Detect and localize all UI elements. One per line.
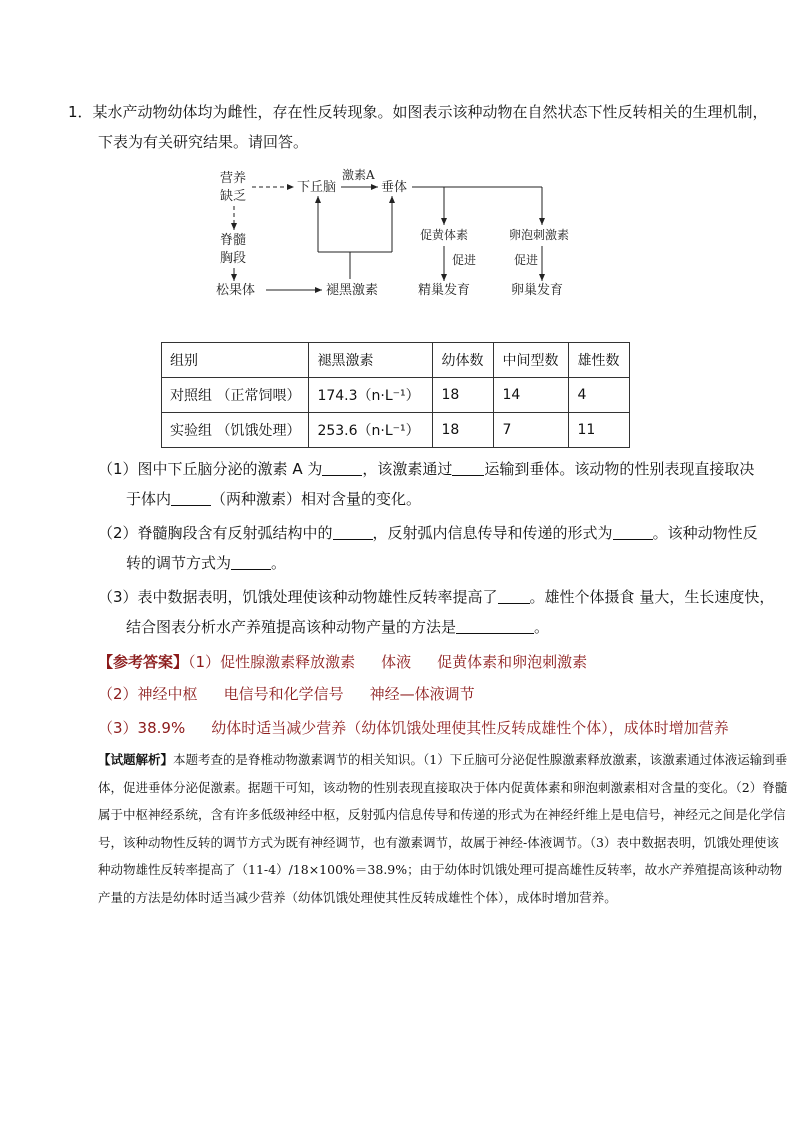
answer-blank[interactable] [231, 553, 271, 570]
sq1-text-d: 于体内 [126, 490, 172, 508]
cell: 174.3（n·L⁻¹） [309, 378, 433, 413]
sq3-text-a: （3）表中数据表明，饥饿处理使该种动物雄性反转率提高了 [98, 588, 498, 606]
header-melatonin: 褪黑激素 [309, 343, 433, 378]
cell: 18 [433, 378, 494, 413]
label-promote-1: 促进 [452, 253, 477, 267]
question-stem-line2: 下表为有关研究结果。请回答。 [98, 133, 309, 151]
answer-blank[interactable] [452, 459, 484, 476]
answer-heading: 【参考答案】 [98, 653, 189, 671]
sq2-text-a: （2）脊髓胸段含有反射弧结构中的 [98, 524, 333, 542]
label-nutrition-2: 缺乏 [220, 189, 247, 204]
subquestion-3-line2 [126, 613, 549, 641]
sq3-text-c: 结合图表分析水产养殖提高该种动物产量的方法是 [126, 618, 457, 636]
cell: 4 [569, 378, 630, 413]
answer-item: 促性腺激素释放激素 [220, 653, 356, 671]
subquestion-2-line2 [126, 549, 286, 577]
analysis-text: 本题考查的是脊椎动物激素调节的相关知识。（1）下丘脑可分泌促性腺激素释放激素，该激素通过体液运输到垂体，促进垂体分泌促激素。据题干可知，该动物的性别表现直接取决于体内促黄体素和卵泡刺激素相对含量的变化。（2）脊髓属于中枢神经系统，含有许多低级神经中枢，反射弧内信息传导和传递的形式为在神经纤维上是电信号，神经元之间是化学信号，该种动物性反转的调节方式为既有神经调节，也有激素调节，故属于神经-体液调节。（3）表中数据表明，饥饿处理使该种动物雄性反转率提高了（11-4）/18×100%＝38.9%；由于幼体时饥饿处理可提高雄性反转率，故水产养殖提高该种动物产量的方法是幼体时适当减少营养（幼体饥饿处理使其性反转成雄性个体），成体时增加营养。 [98, 752, 788, 905]
header-group: 组别 [162, 343, 309, 378]
answer-line-1 [98, 648, 587, 676]
answer-line-3 [98, 714, 729, 742]
answer-item: 体液 [381, 653, 412, 671]
label-pituitary: 垂体 [381, 180, 408, 195]
cell: 实验组 （饥饿处理） [162, 413, 309, 448]
analysis-heading: 【试题解析】 [98, 752, 174, 767]
subquestion-3-line1 [98, 583, 774, 611]
sq2-text-b: ，反射弧内信息传导和传递的形式为 [372, 524, 613, 542]
header-juvenile: 幼体数 [433, 343, 494, 378]
table-row [162, 413, 630, 448]
table-row [162, 378, 630, 413]
answer-blank[interactable] [171, 489, 211, 506]
answer-blank[interactable] [613, 523, 653, 540]
analysis-block [98, 746, 788, 911]
answer-blank[interactable] [322, 459, 362, 476]
label-nutrition-1: 营养 [220, 171, 247, 186]
sq1-text-c: 运输到垂体。该动物的性别表现直接取决 [484, 460, 755, 478]
mechanism-diagram [200, 160, 600, 306]
sq3-text-b: 。雄性个体摄食 量大，生长速度快， [529, 588, 775, 606]
answer-num: （2） [98, 685, 138, 703]
cell: 11 [569, 413, 630, 448]
sq2-text-c: 。该种动物性反 [652, 524, 758, 542]
label-ovary: 卵巢发育 [511, 283, 564, 298]
sq1-text-b: ，该激素通过 [362, 460, 453, 478]
answer-num: （1） [188, 653, 221, 671]
label-lh: 促黄体素 [420, 228, 469, 242]
label-hypothalamus: 下丘脑 [297, 180, 337, 195]
sq3-text-d: 。 [534, 618, 550, 636]
label-hormone-a: 激素A [342, 168, 375, 182]
answer-blank[interactable] [456, 617, 534, 634]
subquestion-1-line1 [98, 455, 754, 483]
question-stem-line1 [68, 98, 768, 126]
subquestion-2-line1 [98, 519, 758, 547]
answer-item: 幼体时适当减少营养（幼体饥饿处理使其性反转成雄性个体），成体时增加营养 [211, 719, 729, 737]
answer-item: 38.9% [137, 719, 186, 737]
cell: 18 [433, 413, 494, 448]
sq2-text-d: 转的调节方式为 [126, 554, 232, 572]
cell: 253.6（n·L⁻¹） [309, 413, 433, 448]
label-promote-2: 促进 [514, 253, 539, 267]
label-pineal: 松果体 [216, 283, 256, 298]
table-header-row [162, 343, 630, 378]
question-number: 1． [68, 103, 93, 121]
label-testis: 精巢发育 [418, 283, 471, 298]
answer-item: 促黄体素和卵泡刺激素 [437, 653, 588, 671]
cell: 14 [494, 378, 569, 413]
sq1-text-a: （1）图中下丘脑分泌的激素 A 为 [98, 460, 323, 478]
answer-item: 神经中枢 [137, 685, 198, 703]
header-intermediate: 中间型数 [494, 343, 569, 378]
cell: 对照组 （正常饲喂） [162, 378, 309, 413]
answer-blank[interactable] [333, 523, 373, 540]
label-spinal-1: 脊髓 [220, 233, 247, 248]
answer-line-2 [98, 680, 475, 708]
sq1-text-e: （两种激素）相对含量的变化。 [211, 490, 422, 508]
header-male: 雄性数 [569, 343, 630, 378]
answer-item: 神经—体液调节 [369, 685, 475, 703]
sq2-text-e: 。 [271, 554, 287, 572]
cell: 7 [494, 413, 569, 448]
answer-num: （3） [98, 719, 138, 737]
answer-blank[interactable] [498, 587, 530, 604]
question-stem-text: 某水产动物幼体均为雌性，存在性反转现象。如图表示该种动物在自然状态下性反转相关的生理机制， [92, 103, 768, 121]
label-spinal-2: 胸段 [220, 251, 247, 266]
result-table [161, 342, 630, 448]
subquestion-1-line2 [126, 485, 421, 513]
label-fsh: 卵泡刺激素 [509, 228, 570, 242]
label-melatonin: 褪黑激素 [326, 283, 379, 298]
answer-item: 电信号和化学信号 [223, 685, 344, 703]
